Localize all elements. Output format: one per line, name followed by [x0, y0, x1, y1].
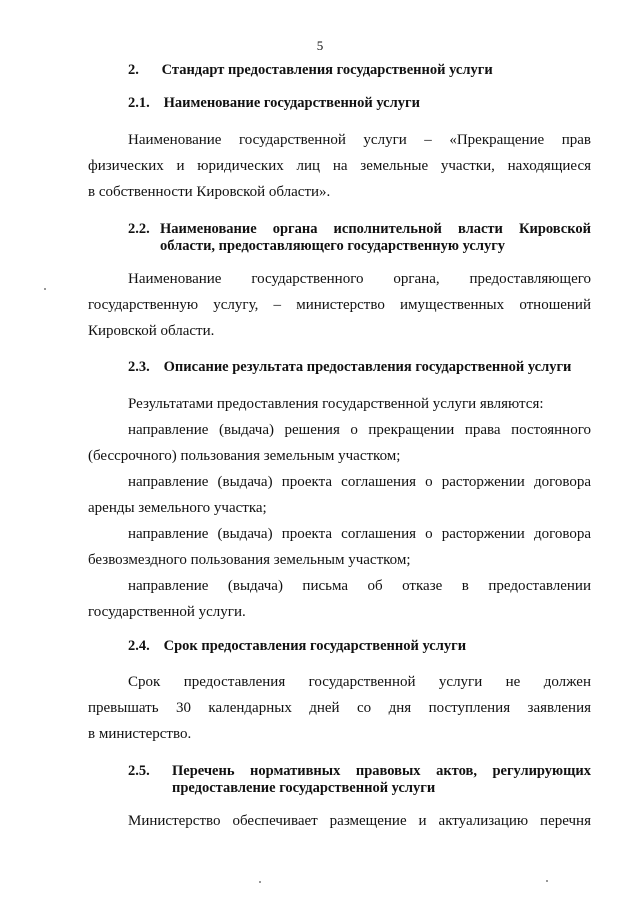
section-2-3-line: Результатами предоставления государственной услуги являются:: [128, 396, 544, 412]
section-2-number: 2.: [128, 62, 139, 78]
page-number: 5: [316, 38, 324, 53]
scan-speck: [259, 881, 261, 883]
section-2-2-line: Наименование государственного органа, предоставляющего: [128, 271, 591, 287]
section-2-1-number: 2.1.: [128, 95, 150, 111]
section-2-3-line: направление (выдача) проекта соглашения о расторжении договора: [128, 474, 591, 490]
section-2-5-line: Министерство обеспечивает размещение и актуализацию перечня: [128, 813, 591, 829]
section-2-1-line: Наименование государственной услуги – «Прекращение прав: [128, 132, 591, 148]
section-2-2-heading: [128, 221, 591, 255]
section-2-3-line: (бессрочного) пользования земельным участком;: [88, 448, 401, 464]
section-2-1-title: Наименование государственной услуги: [163, 95, 420, 111]
section-2-3-line: безвозмездного пользования земельным участком;: [88, 552, 411, 568]
section-2-1-line: в собственности Кировской области».: [88, 184, 331, 200]
section-2-3-title: Описание результата предоставления государственной услуги: [163, 359, 572, 375]
section-2-5-title-line1: Перечень нормативных правовых актов, регулирующих: [172, 763, 591, 779]
scan-speck: [546, 880, 548, 882]
section-2-2-title-line2: области, предоставляющего государственную услугу: [160, 238, 506, 254]
section-2-1-line: физических и юридических лиц на земельные участки, находящиеся: [88, 158, 591, 174]
section-2-4-number: 2.4.: [128, 638, 150, 654]
scan-speck: [44, 288, 46, 290]
section-2-5-heading: [128, 763, 591, 797]
section-2-1-heading: [128, 95, 420, 112]
section-2-4-line: Срок предоставления государственной услуги не должен: [128, 674, 591, 690]
section-2-4-title: Срок предоставления государственной услуги: [163, 638, 467, 654]
section-2-3-line: направление (выдача) письма об отказе в предоставлении: [128, 578, 591, 594]
section-2-heading: [128, 62, 493, 79]
section-2-4-heading: [128, 638, 466, 655]
section-2-3-line: направление (выдача) решения о прекращении права постоянного: [128, 422, 591, 438]
section-2-2-line: Кировской области.: [88, 323, 215, 339]
section-2-2-line: государственную услугу, – министерство имущественных отношений: [88, 297, 591, 313]
section-2-3-line: аренды земельного участка;: [88, 500, 267, 516]
section-2-5-title-line2: предоставление государственной услуги: [172, 780, 436, 796]
section-2-3-number: 2.3.: [128, 359, 150, 375]
section-2-4-line: в министерство.: [88, 726, 192, 742]
section-2-5-number: 2.5.: [128, 763, 150, 779]
section-2-4-line: превышать 30 календарных дней со дня поступления заявления: [88, 700, 591, 716]
section-2-3-line: государственной услуги.: [88, 604, 246, 620]
section-2-3-heading: [128, 359, 571, 376]
section-2-3-line: направление (выдача) проекта соглашения о расторжении договора: [128, 526, 591, 542]
section-2-title: Стандарт предоставления государственной услуги: [161, 62, 493, 78]
section-2-2-title-line1: Наименование органа исполнительной власти Кировской: [160, 221, 591, 237]
section-2-2-number: 2.2.: [128, 221, 150, 237]
